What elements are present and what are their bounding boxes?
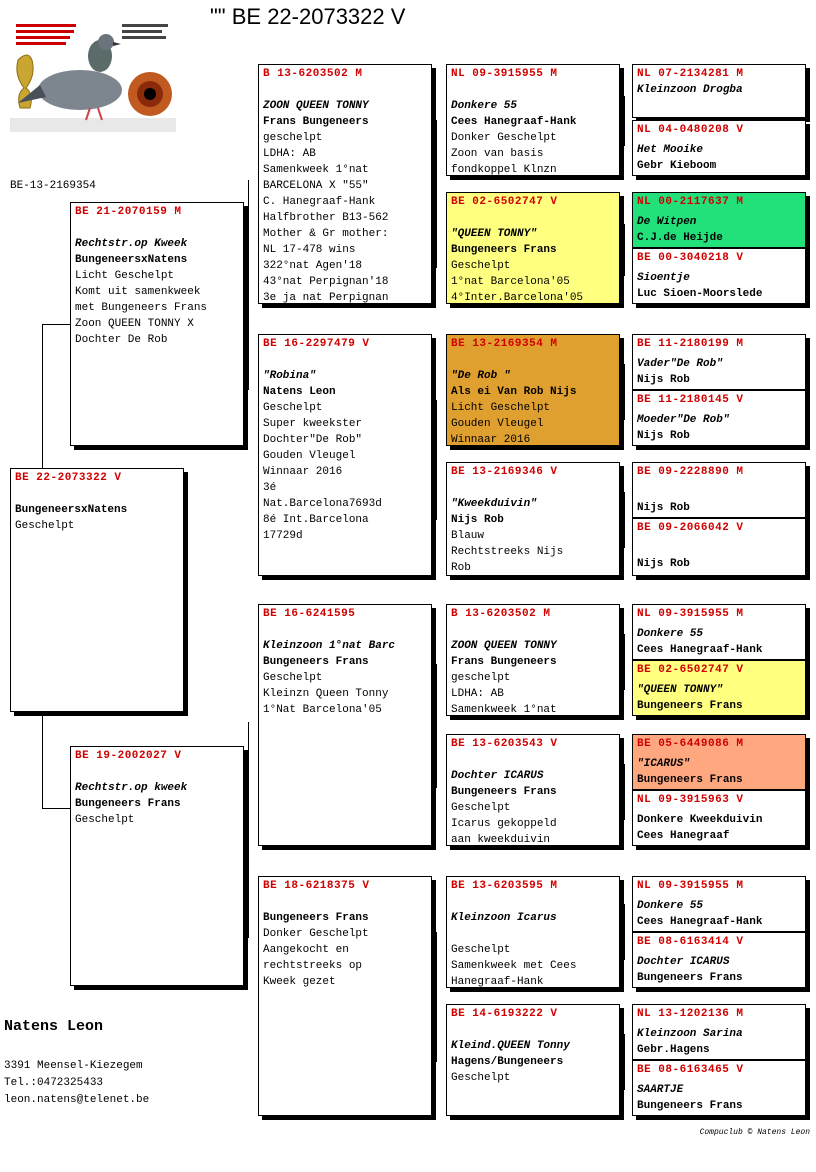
ancestor-card[interactable] (632, 64, 806, 118)
pigeon-name: "Robina" (263, 370, 316, 382)
ancestor-card[interactable] (632, 1060, 806, 1116)
ancestor-card[interactable] (632, 604, 806, 660)
description-line: Blauw (451, 530, 485, 542)
description-line: Winnaar 2016 (263, 466, 343, 478)
owner-name: Nijs Rob (637, 374, 690, 386)
description-line: Icarus gekoppeld (451, 818, 557, 830)
ancestor-card[interactable] (632, 120, 806, 176)
description-line: BARCELONA X "55" (263, 180, 369, 192)
owner-name: Bungeneers Frans (637, 1100, 743, 1112)
pigeon-name: Het Mooike (637, 144, 704, 156)
description-line: fondkoppel Klnzn (451, 164, 557, 176)
owner-name: BungeneersxNatens (75, 254, 188, 266)
owner-name: Bungeneers Frans (637, 972, 743, 984)
page-title: "" BE 22-2073322 V (210, 4, 406, 29)
connector-line (42, 712, 43, 808)
ring-number: B 13-6203502 M (451, 608, 551, 620)
description-line: 8é Int.Barcelona (263, 514, 369, 526)
pigeon-name: Kleinzoon Sarina (637, 1028, 743, 1040)
pigeon-name: Kleind.QUEEN Tonny (451, 1040, 570, 1052)
description-line: Komt uit samenkweek (75, 286, 201, 298)
pigeon-name: Dochter ICARUS (451, 770, 544, 782)
ring-number: BE 02-6502747 V (637, 664, 744, 676)
owner-name: Nijs Rob (637, 558, 690, 570)
description-line: Geschelpt (451, 802, 511, 814)
description-line: Nat.Barcelona7693d (263, 498, 382, 510)
description-line: 43°nat Perpignan'18 (263, 276, 389, 288)
pigeon-name: De Witpen (637, 216, 697, 228)
owner-name: Cees Hanegraaf-Hank (637, 644, 763, 656)
pigeon-name: Donkere 55 (637, 900, 704, 912)
great-grandparent-card[interactable] (446, 64, 620, 176)
ring-number: BE 05-6449086 M (637, 738, 744, 750)
description-line: Aangekocht en (263, 944, 349, 956)
reference-ring-number: BE-13-2169354 (10, 180, 96, 192)
owner-name: C.J.de Heijde (637, 232, 723, 244)
ring-number: BE 22-2073322 V (15, 472, 122, 484)
ancestor-card[interactable] (632, 248, 806, 304)
ring-number: BE 08-6163414 V (637, 936, 744, 948)
description-line: Geschelpt (15, 520, 75, 532)
ancestor-card[interactable] (632, 462, 806, 518)
description-line: Kleinzn Queen Tonny (263, 688, 389, 700)
ring-number: BE 08-6163465 V (637, 1064, 744, 1076)
great-grandparent-card[interactable] (446, 192, 620, 304)
pigeon-name: Dochter ICARUS (637, 956, 730, 968)
pigeon-name: Rechtstr.op Kweek (75, 238, 188, 250)
owner-name: Bungeneers Frans (451, 244, 557, 256)
ancestor-card[interactable] (632, 334, 806, 390)
owner-name: Frans Bungeneers (263, 116, 369, 128)
pigeon-name: ZOON QUEEN TONNY (263, 100, 369, 112)
breeder-name: Natens Leon (4, 1018, 104, 1035)
owner-name: Cees Hanegraaf-Hank (637, 916, 763, 928)
connector-line (248, 722, 249, 938)
connector-line (436, 120, 437, 268)
description-line: Dochter"De Rob" (263, 434, 363, 446)
pigeon-logo-image (10, 20, 176, 132)
ring-number: BE 00-3040218 V (637, 252, 744, 264)
great-grandparent-card[interactable] (446, 334, 620, 446)
great-grandparent-card[interactable] (446, 734, 620, 846)
ancestor-card[interactable] (632, 192, 806, 248)
ring-number: NL 09-3915955 M (451, 68, 558, 80)
pigeon-name: "Kweekduivin" (451, 498, 537, 510)
owner-name: Bungeneers Frans (263, 656, 369, 668)
connector-line (624, 764, 625, 820)
owner-name: Luc Sioen-Moorslede (637, 288, 763, 300)
breeder-contact (4, 1058, 149, 1109)
description-line: 3é (263, 482, 277, 494)
description-line: Donker Geschelpt (263, 928, 369, 940)
connector-line (624, 492, 625, 548)
grandparent-card[interactable] (258, 64, 432, 304)
description-line: Licht Geschelpt (451, 402, 551, 414)
description-line: Rob (451, 562, 471, 574)
pigeon-name: Sioentje (637, 272, 690, 284)
description-line: LDHA: AB (263, 148, 316, 160)
pigeon-name: Kleinzoon Icarus (451, 912, 557, 924)
connector-line (42, 808, 70, 809)
ring-number: BE 18-6218375 V (263, 880, 370, 892)
ring-number: NL 00-2117637 M (637, 196, 744, 208)
description-line: Licht Geschelpt (75, 270, 175, 282)
description-line: Kweek gezet (263, 976, 336, 988)
description-line: Gouden Vleugel (451, 418, 544, 430)
pigeon-name: Kleinzoon Drogba (637, 84, 743, 96)
great-grandparent-card[interactable] (446, 1004, 620, 1116)
connector-line (624, 634, 625, 690)
owner-name: Als ei Van Rob Nijs (451, 386, 577, 398)
owner-name: Bungeneers Frans (263, 912, 369, 924)
owner-name: Gebr.Hagens (637, 1044, 710, 1056)
description-line: Geschelpt (263, 402, 323, 414)
pigeon-name: Moeder"De Rob" (637, 414, 730, 426)
owner-name: Cees Hanegraaf-Hank (451, 116, 577, 128)
ring-number: BE 11-2180199 M (637, 338, 744, 350)
description-line: C. Hanegraaf-Hank (263, 196, 376, 208)
ring-number: BE 19-2002027 V (75, 750, 182, 762)
ring-number: BE 16-6241595 (263, 608, 356, 620)
connector-line (624, 224, 625, 276)
grandparent-card[interactable] (258, 876, 432, 1116)
ancestor-card[interactable] (632, 932, 806, 988)
owner-name: Cees Hanegraaf (637, 830, 730, 842)
description-line: Samenkweek 1°nat (451, 704, 557, 716)
description-line: Hanegraaf-Hank (451, 976, 544, 988)
ancestor-card[interactable] (632, 734, 806, 790)
ring-number: NL 09-3915963 V (637, 794, 744, 806)
pigeon-name: Donkere 55 (637, 628, 704, 640)
pigeon-name: "QUEEN TONNY" (451, 228, 537, 240)
great-grandparent-card[interactable] (446, 462, 620, 576)
ring-number: NL 13-1202136 M (637, 1008, 744, 1020)
description-line: Geschelpt (451, 944, 511, 956)
sire-card[interactable] (70, 202, 244, 446)
connector-line (624, 96, 625, 146)
ring-number: BE 11-2180145 V (637, 394, 744, 406)
pigeon-name: Kleinzoon 1°nat Barc (263, 640, 396, 652)
owner-name: BungeneersxNatens (15, 504, 128, 516)
description-line: Geschelpt (451, 260, 511, 272)
ring-number: BE 21-2070159 M (75, 206, 182, 218)
description-line: Rechtstreeks Nijs (451, 546, 564, 558)
description-line: geschelpt (263, 132, 323, 144)
description-line: LDHA: AB (451, 688, 504, 700)
pigeon-name: "De Rob " (451, 370, 511, 382)
description-line: Halfbrother B13-562 (263, 212, 389, 224)
ring-number: BE 13-2169354 M (451, 338, 558, 350)
description-line: geschelpt (451, 672, 511, 684)
connector-line (42, 324, 43, 468)
owner-name: Hagens/Bungeneers (451, 1056, 564, 1068)
breeder-address: 3391 Meensel-Kiezegem (4, 1060, 143, 1072)
owner-name: Nijs Rob (637, 502, 690, 514)
description-line: aan kweekduivin (451, 834, 551, 846)
copyright-footer: Compuclub © Natens Leon (699, 1128, 810, 1137)
description-line: 1°Nat Barcelona'05 (263, 704, 382, 716)
ring-number: NL 09-3915955 M (637, 608, 744, 620)
grandparent-card[interactable] (258, 604, 432, 846)
pigeon-name: Vader"De Rob" (637, 358, 723, 370)
pigeon-name: SAARTJE (637, 1084, 684, 1096)
description-line: Gouden Vleugel (263, 450, 356, 462)
ancestor-card[interactable] (632, 390, 806, 446)
description-line: Geschelpt (75, 814, 135, 826)
description-line: 1°nat Barcelona'05 (451, 276, 570, 288)
description-line: Zoon QUEEN TONNY X (75, 318, 194, 330)
ring-number: B 13-6203502 M (263, 68, 363, 80)
description-line: met Bungeneers Frans (75, 302, 208, 314)
owner-name: Bungeneers Frans (637, 700, 743, 712)
ring-number: BE 13-6203543 V (451, 738, 558, 750)
pigeon-name: "QUEEN TONNY" (637, 684, 723, 696)
description-line: Samenkweek 1°nat (263, 164, 369, 176)
description-line: 322°nat Agen'18 (263, 260, 363, 272)
description-line: NL 17-478 wins (263, 244, 356, 256)
ancestor-card[interactable] (632, 660, 806, 716)
pigeon-name: Rechtstr.op kweek (75, 782, 188, 794)
owner-name: Bungeneers Frans (75, 798, 181, 810)
owner-name: Natens Leon (263, 386, 336, 398)
owner-name: Bungeneers Frans (637, 774, 743, 786)
owner-name: Nijs Rob (451, 514, 504, 526)
subject-pigeon-card[interactable] (10, 468, 184, 712)
description-line: Winnaar 2016 (451, 434, 531, 446)
connector-line (436, 400, 437, 520)
description-line: Donker Geschelpt (451, 132, 557, 144)
description-line: rechtstreeks op (263, 960, 363, 972)
description-line: Dochter De Rob (75, 334, 168, 346)
description-line: Geschelpt (263, 672, 323, 684)
ring-number: NL 09-3915955 M (637, 880, 744, 892)
description-line: 3e ja nat Perpignan (263, 292, 389, 304)
ring-number: NL 04-0480208 V (637, 124, 744, 136)
dam-card[interactable] (70, 746, 244, 986)
grandparent-card[interactable] (258, 334, 432, 576)
great-grandparent-card[interactable] (446, 604, 620, 716)
description-line: Zoon van basis (451, 148, 544, 160)
description-line: Super kweekster (263, 418, 363, 430)
pigeon-name: "ICARUS" (637, 758, 690, 770)
connector-line (624, 364, 625, 420)
pigeon-name: Donkere 55 (451, 100, 518, 112)
ring-number: BE 09-2066042 V (637, 522, 744, 534)
ring-number: BE 13-6203595 M (451, 880, 558, 892)
owner-name: Gebr Kieboom (637, 160, 717, 172)
owner-name: Nijs Rob (637, 430, 690, 442)
owner-name: Bungeneers Frans (451, 786, 557, 798)
ancestor-card[interactable] (632, 876, 806, 932)
ancestor-card[interactable] (632, 1004, 806, 1060)
connector-line (624, 1034, 625, 1090)
ring-number: BE 02-6502747 V (451, 196, 558, 208)
description-line: Samenkweek met Cees (451, 960, 577, 972)
breeder-phone: Tel.:0472325433 (4, 1077, 104, 1089)
pigeon-name: ZOON QUEEN TONNY (451, 640, 557, 652)
ring-number: BE 13-2169346 V (451, 466, 558, 478)
connector-line (248, 180, 249, 390)
owner-name: Frans Bungeneers (451, 656, 557, 668)
connector-line (436, 664, 437, 788)
description-line: Geschelpt (451, 1072, 511, 1084)
ring-number: BE 09-2228890 M (637, 466, 744, 478)
owner-name: Donkere Kweekduivin (637, 814, 763, 826)
description-line: Mother & Gr mother: (263, 228, 389, 240)
great-grandparent-card[interactable] (446, 876, 620, 988)
ancestor-card[interactable] (632, 790, 806, 846)
breeder-email-link[interactable]: leon.natens@telenet.be (4, 1094, 150, 1106)
description-line: 17729d (263, 530, 303, 542)
ring-number: BE 16-2297479 V (263, 338, 370, 350)
connector-line (624, 904, 625, 960)
description-line: 4°Inter.Barcelona'05 (451, 292, 584, 304)
ring-number: NL 07-2134281 M (637, 68, 744, 80)
connector-line (42, 324, 70, 325)
ring-number: BE 14-6193222 V (451, 1008, 558, 1020)
connector-line (436, 932, 437, 1062)
ancestor-card[interactable] (632, 518, 806, 576)
